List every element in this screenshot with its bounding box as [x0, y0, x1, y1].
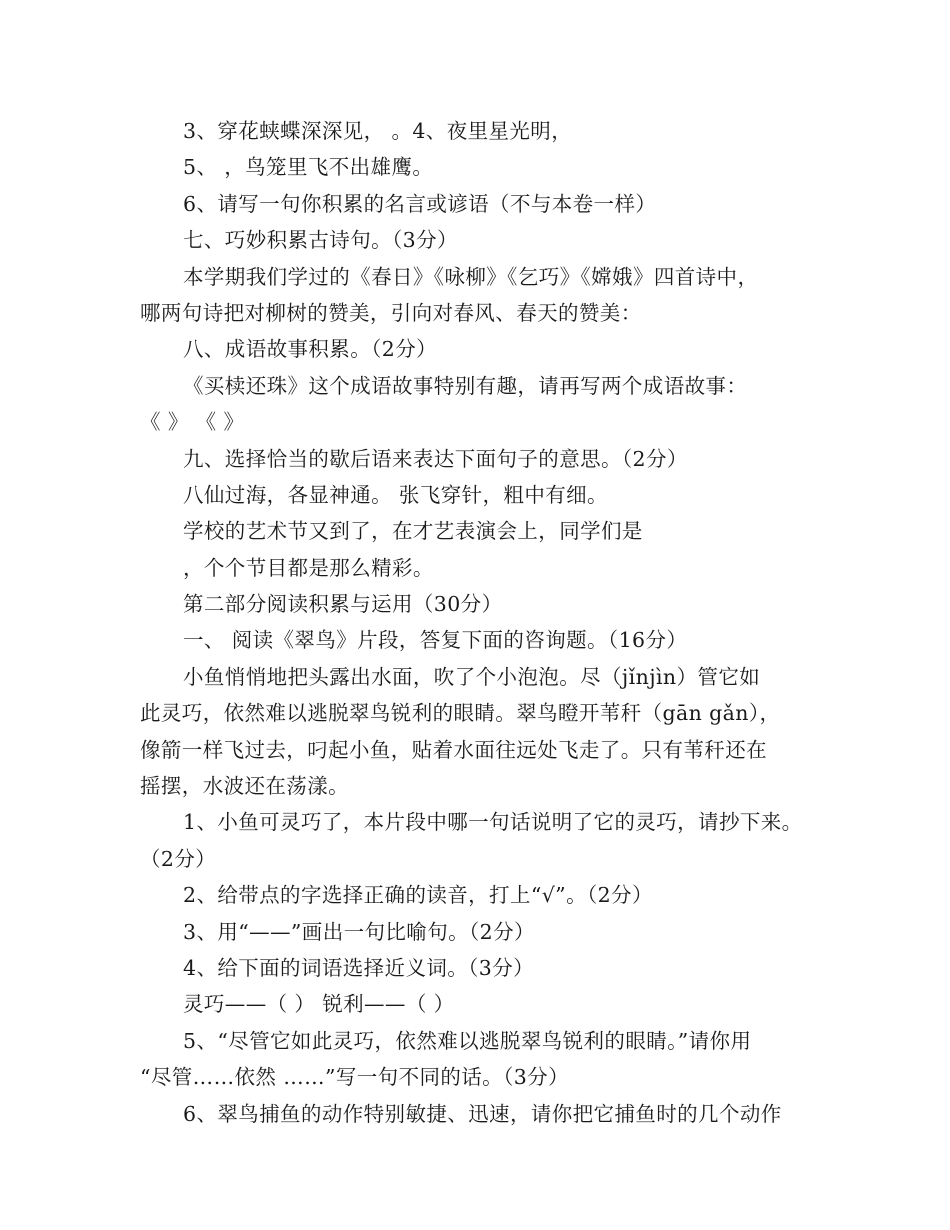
text-line: 像箭一样飞过去，叼起小鱼，贴着水面往远处飞走了。只有苇秆还在	[140, 737, 767, 762]
text-line: 3、用“——”画出一句比喻句。（2分）	[183, 919, 535, 944]
text-line: 此灵巧，依然难以逃脱翠鸟锐利的眼睛。翠鸟瞪开苇秆（gān gǎn），	[140, 701, 781, 726]
text-line: 《 》 《 》	[140, 410, 245, 435]
text-line: “尽管……依然 ……”写一句不同的话。（3分）	[140, 1065, 569, 1090]
text-line: 6、翠鸟捕鱼的动作特别敏捷、迅速，请你把它捕鱼时的几个动作	[183, 1101, 782, 1126]
text-line: 八仙过海，各显神通。 张飞穿针，粗中有细。	[183, 482, 608, 507]
text-line: 七、巧妙积累古诗句。（3分）	[183, 228, 458, 253]
text-line: 6、请写一句你积累的名言或谚语（不与本卷一样）	[183, 191, 657, 216]
text-line: 4、给下面的词语选择近义词。（3分）	[183, 955, 535, 980]
text-line: 哪两句诗把对柳树的赞美，引向对春风、春天的赞美：	[140, 300, 642, 325]
text-line: 3、穿花蛱蝶深深见， 。4、夜里星光明，	[183, 119, 573, 143]
text-line: 5、 ，鸟笼里飞不出雄鹰。	[183, 155, 434, 180]
text-line: ，个个节目都是那么精彩。	[183, 555, 434, 580]
text-line: 一、 阅读《翠鸟》片段，答复下面的咨询题。（16分）	[183, 628, 688, 653]
text-line: 5、“尽管它如此灵巧，依然难以逃脱翠鸟锐利的眼睛。”请你用	[183, 1028, 752, 1053]
text-line: 本学期我们学过的《春日》《咏柳》《乞巧》《嫦娥》四首诗中，	[183, 264, 759, 289]
text-line: （2分）	[140, 846, 217, 871]
text-line: 九、选择恰当的歇后语来表达下面句子的意思。（2分）	[183, 446, 688, 471]
text-line: 八、成语故事积累。（2分）	[183, 337, 437, 362]
text-line: 小鱼悄悄地把头露出水面，吹了个小泡泡。尽（jǐnjìn）管它如	[183, 664, 761, 689]
text-line: 《买椟还珠》这个成语故事特别有趣，请再写两个成语故事：	[183, 373, 748, 398]
text-line: 灵巧——（ ） 锐利——（ ）	[183, 992, 455, 1017]
text-line: 1、小鱼可灵巧了，本片段中哪一句话说明了它的灵巧，请抄下来。	[183, 810, 803, 835]
text-line: 摇摆，水波还在荡漾。	[140, 774, 349, 799]
text-line: 第二部分阅读积累与运用（30分）	[183, 592, 503, 617]
text-line: 2、给带点的字选择正确的读音，打上“√”。（2分）	[183, 883, 653, 908]
text-line: 学校的艺术节又到了，在才艺表演会上，同学们是	[183, 519, 643, 544]
document-page	[140, 113, 820, 1132]
